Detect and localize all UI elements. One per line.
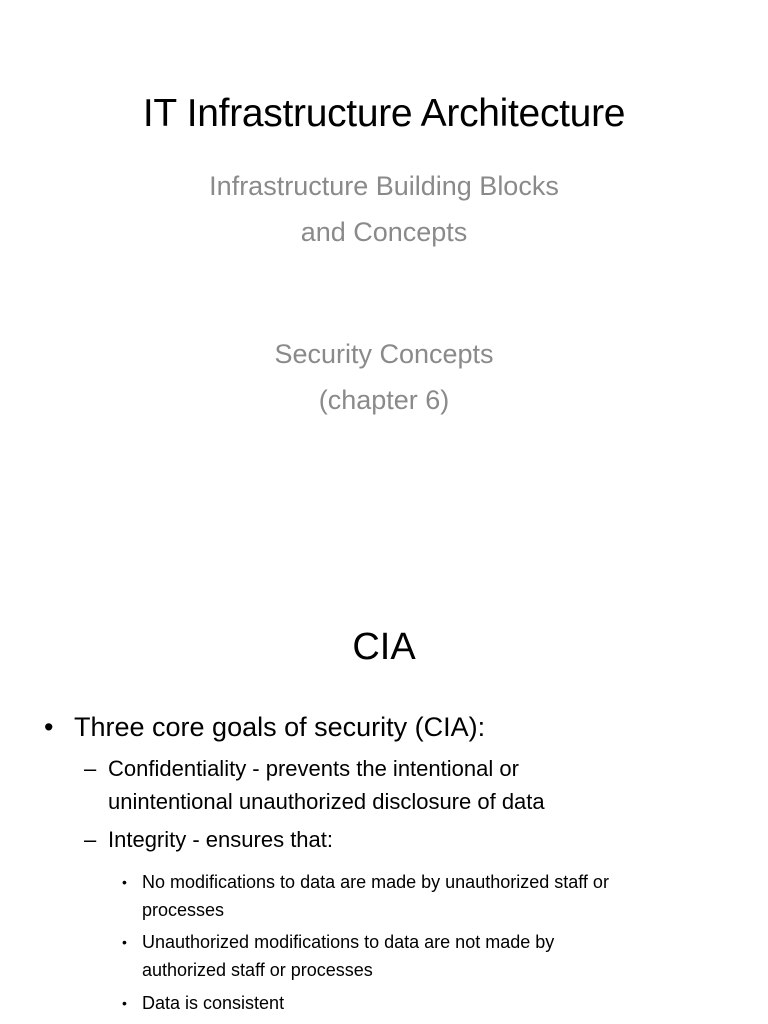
text-line: unintentional unauthorized disclosure of data <box>108 789 545 814</box>
text-line: No modifications to data are made by unauthorized staff or <box>142 872 609 892</box>
bullet-marker: • <box>44 712 54 742</box>
dash-marker: – <box>84 827 97 852</box>
slide-title: IT Infrastructure Architecture <box>142 92 626 135</box>
chapter-heading <box>0 331 768 423</box>
cia-slide <box>0 576 768 1024</box>
text-line: Confidentiality - prevents the intentional or <box>108 756 519 781</box>
text-line: Integrity - ensures that: <box>108 827 333 852</box>
text-line: processes <box>142 900 225 920</box>
bullet-text: Three core goals of security (CIA): <box>74 712 486 742</box>
subtitle-line: and Concepts <box>300 217 468 247</box>
chapter-line: Security Concepts <box>274 339 494 369</box>
sub-sub-bullet-text <box>142 989 284 1017</box>
bullet-marker: • <box>122 874 127 890</box>
slide-subtitle <box>0 163 768 255</box>
text-line: authorized staff or processes <box>142 960 373 980</box>
bullet-marker: • <box>122 934 127 950</box>
sub-sub-bullet-text <box>142 928 554 984</box>
sub-bullet-text <box>108 823 333 856</box>
bullet-marker: • <box>122 995 127 1011</box>
text-line: Data is consistent <box>142 993 285 1013</box>
text-line: Unauthorized modifications to data are not made by <box>142 932 555 952</box>
sub-bullet-text <box>108 752 545 818</box>
slide-title: CIA <box>352 626 416 668</box>
chapter-line: (chapter 6) <box>318 385 450 415</box>
sub-sub-bullet-text <box>142 868 609 924</box>
dash-marker: – <box>84 756 97 781</box>
subtitle-line: Infrastructure Building Blocks <box>209 171 559 201</box>
